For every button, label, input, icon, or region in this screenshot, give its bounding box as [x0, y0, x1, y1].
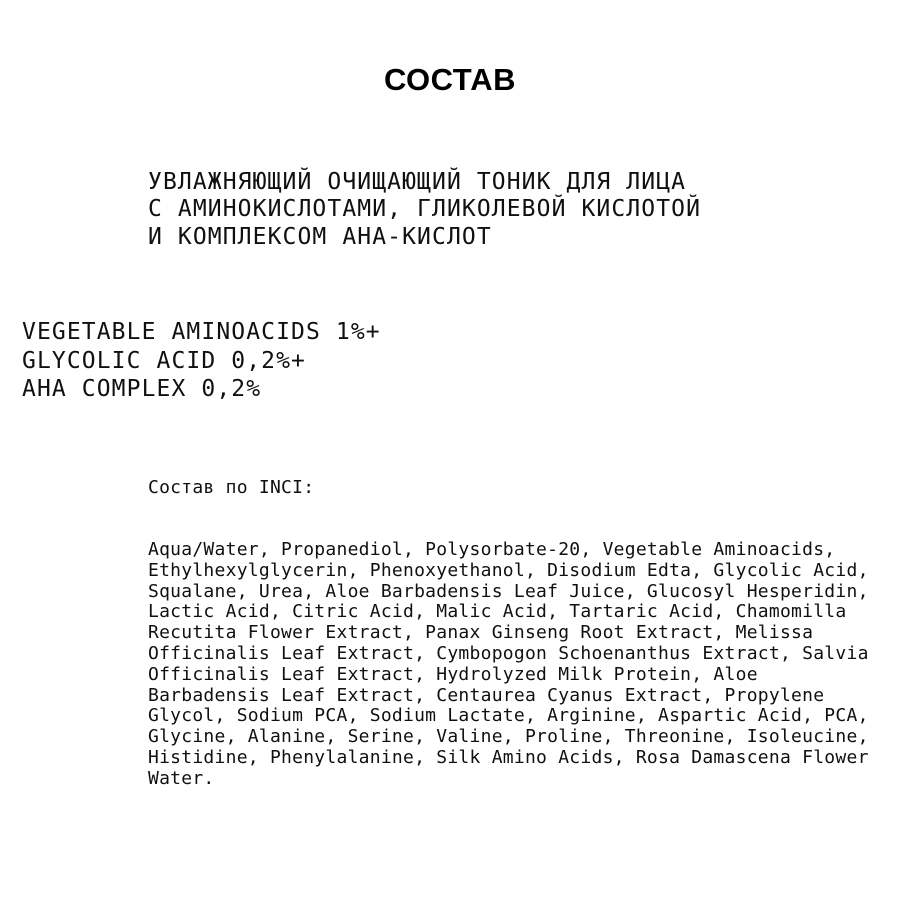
- active-ingredient-line: GLYCOLIC ACID 0,2%+: [22, 347, 306, 374]
- inci-line: Barbadensis Leaf Extract, Centaurea Cyanus Extract, Propylene: [148, 684, 825, 706]
- inci-line: Lactic Acid, Citric Acid, Malic Acid, Tartaric Acid, Chamomilla: [148, 601, 847, 623]
- inci-line: Glycine, Alanine, Serine, Valine, Proline, Threonine, Isoleucine,: [148, 726, 869, 748]
- inci-line: Aqua/Water, Propanediol, Polysorbate-20, Vegetable Aminoacids,: [148, 538, 836, 560]
- inci-line: Glycol, Sodium PCA, Sodium Lactate, Arginine, Aspartic Acid, PCA,: [148, 705, 869, 727]
- inci-line: Squalane, Urea, Aloe Barbadensis Leaf Juice, Glucosyl Hesperidin,: [148, 580, 869, 602]
- inci-line: Officinalis Leaf Extract, Cymbopogon Schoenanthus Extract, Salvia: [148, 642, 869, 664]
- page-title: СОСТАВ: [383, 62, 517, 97]
- product-name-line: И КОМПЛЕКСОМ АНА-КИСЛОТ: [148, 223, 492, 250]
- inci-line: Recutita Flower Extract, Panax Ginseng Root Extract, Melissa: [148, 622, 814, 644]
- product-name-line: УВЛАЖНЯЮЩИЙ ОЧИЩАЮЩИЙ ТОНИК ДЛЯ ЛИЦА: [148, 169, 687, 195]
- product-name: [148, 169, 701, 251]
- inci-line: Officinalis Leaf Extract, Hydrolyzed Milk Protein, Aloe: [148, 663, 758, 685]
- inci-line: Ethylhexylglycerin, Phenoxyethanol, Disodium Edta, Glycolic Acid,: [148, 559, 869, 581]
- active-ingredient-line: AHA COMPLEX 0,2%: [22, 376, 262, 403]
- inci-ingredient-lines: [148, 540, 869, 790]
- active-ingredient-line: VEGETABLE AMINOACIDS 1%+: [22, 319, 381, 345]
- inci-line: Water.: [148, 767, 215, 789]
- active-ingredients-list: [22, 318, 381, 404]
- inci-line: Histidine, Phenylalanine, Silk Amino Acids, Rosa Damascena Flower: [148, 746, 869, 768]
- inci-heading: Состав по INCI:: [148, 476, 315, 498]
- product-name-line: С АМИНОКИСЛОТАМИ, ГЛИКОЛЕВОЙ КИСЛОТОЙ: [148, 196, 702, 223]
- inci-composition: [148, 436, 869, 831]
